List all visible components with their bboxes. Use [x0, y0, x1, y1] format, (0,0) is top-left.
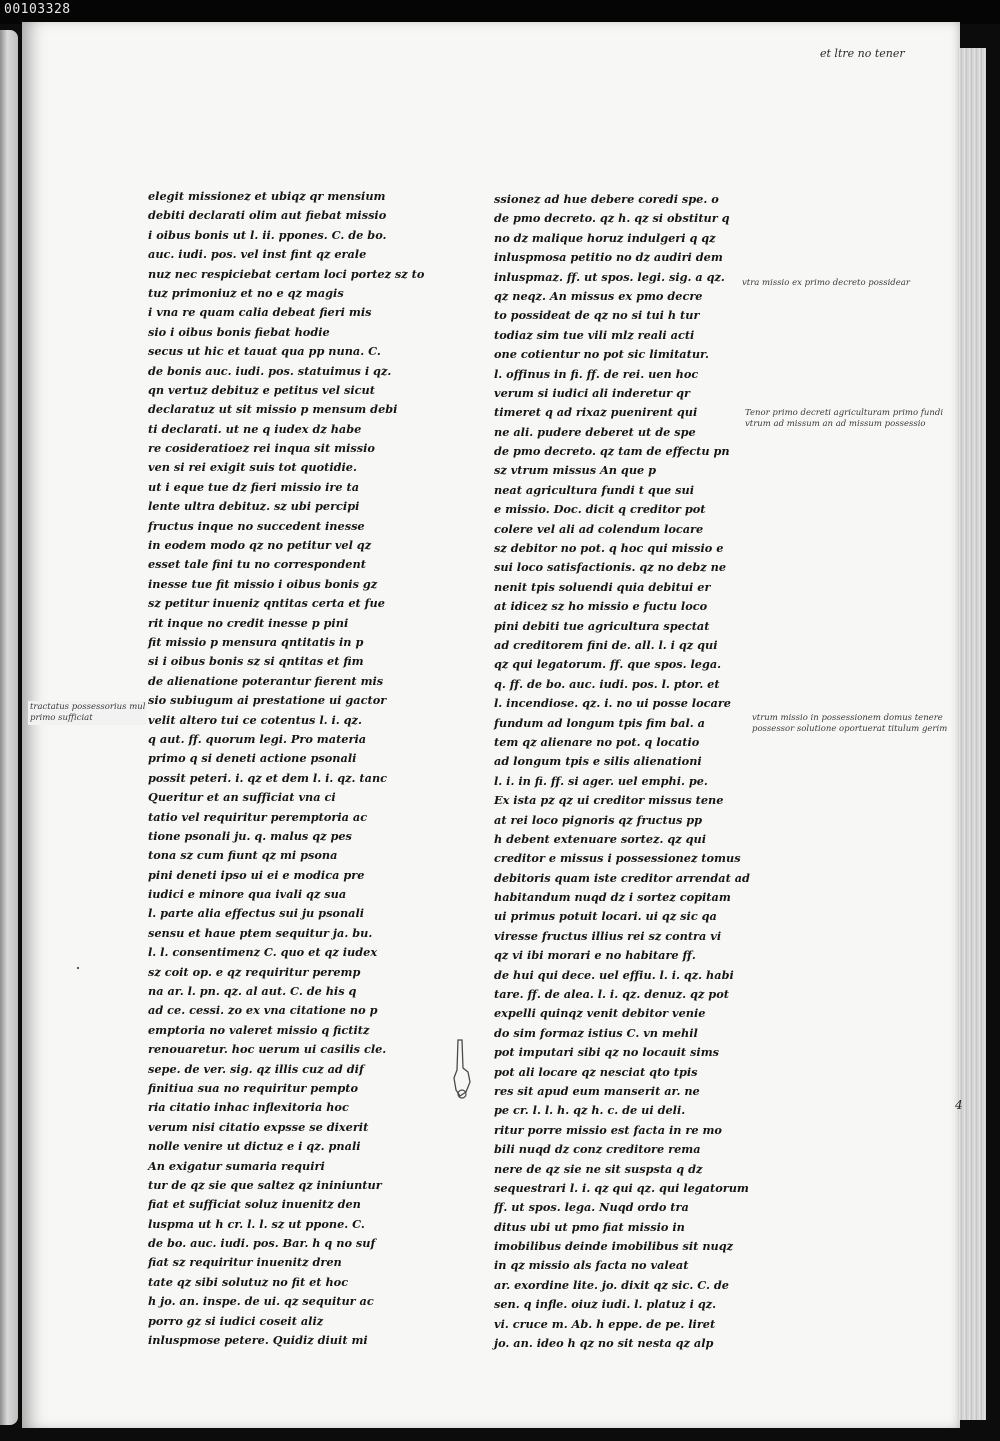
right-column-line: habitandum nuqd dz i sortez copitam: [494, 890, 731, 905]
left-column-line: lente ultra debituz. sz ubi percipi: [148, 499, 360, 514]
left-column-line: verum nisi citatio expsse se dixerit: [148, 1119, 369, 1134]
left-column-line: re cosideratioez rei inqua sit missio: [148, 441, 375, 456]
left-column-line: elegit missionez et ubiqz qr mensium: [148, 189, 386, 203]
left-column-line: na ar. l. pn. qz. al aut. C. de his q: [148, 984, 357, 999]
right-column-line: in qz missio als facta no valeat: [494, 1258, 689, 1273]
left-column-line: fiat et sufficiat soluz inuenitz den: [148, 1197, 361, 1212]
left-column-line: inluspmose petere. Quidiz diuit mi: [148, 1333, 368, 1348]
right-column-line: qz vi ibi morari e no habitare ff.: [494, 948, 696, 963]
right-column-line: verum si iudici ali inderetur qr: [494, 385, 690, 400]
margin-note-left: [28, 701, 147, 725]
right-text-column: [494, 190, 750, 1353]
left-column-line: i vna re quam calia debeat fieri mis: [148, 305, 372, 320]
right-column-line: nenit tpis soluendi quia debitui er: [494, 579, 711, 594]
right-column-line: l. i. in fi. ff. si ager. uel emphi. pe.: [494, 773, 708, 788]
left-column-line: tuz primoniuz et no e qz magis: [148, 285, 344, 300]
left-column-line: possit peteri. i. qz et dem l. i. qz. tanc: [148, 770, 388, 785]
left-column-line: emptoria no valeret missio q fictitz: [148, 1022, 370, 1037]
right-column-line: jo. an. ideo h qz no sit nesta qz alp: [494, 1336, 714, 1351]
left-column-line: ut i eque tue dz fieri missio ire ta: [148, 479, 360, 494]
right-column-line: bili nuqd dz conz creditore rema: [494, 1142, 701, 1157]
right-column-line: pe cr. l. l. h. qz h. c. de ui deli.: [494, 1103, 686, 1118]
right-column-line: q. ff. de bo. auc. iudi. pos. l. ptor. et: [494, 676, 720, 691]
shelfmark-number: 00103328: [4, 2, 71, 17]
right-column-line: tem qz alienare no pot. q locatio: [494, 734, 700, 749]
right-column-line: e missio. Doc. dicit q creditor pot: [494, 502, 706, 517]
right-column-line: sui loco satisfactionis. qz no debz ne: [494, 560, 727, 575]
right-column-line: nere de qz sie ne sit suspsta q dz: [494, 1161, 703, 1176]
left-column-line: sz coit op. e qz requiritur peremp: [148, 964, 361, 979]
right-column-line: to possideat de qz no si tui h tur: [494, 308, 700, 323]
left-column-line: sio i oibus bonis fiebat hodie: [148, 324, 330, 339]
right-column-line: l. incendiose. qz. i. no ui posse locare: [494, 696, 731, 711]
right-column-line: sz debitor no pot. q hoc qui missio e: [494, 541, 724, 556]
left-column-line: h jo. an. inspe. de ui. qz sequitur ac: [148, 1294, 374, 1309]
margin-note-left-line-1: tractatus possessorius mul: [30, 702, 146, 712]
folio-mark: 4: [955, 1098, 963, 1112]
right-column-line: no dz malique horuz indulgeri q qz: [494, 230, 716, 245]
right-column-line: fundum ad longum tpis fim bal. a: [494, 715, 705, 730]
right-column-line: qz qui legatorum. ff. que spos. lega.: [494, 657, 722, 672]
margin-note-right-3-line-1: vtrum missio in possessionem domus tenere: [752, 713, 943, 723]
right-column-line: sz vtrum missus An que p: [494, 463, 657, 478]
left-column-line: primo q si deneti actione psonali: [148, 751, 357, 766]
left-column-line: fructus inque no succedent inesse: [148, 518, 365, 533]
right-column-line: viresse fructus illius rei sz contra vi: [494, 928, 722, 943]
right-column-line: todiaz sim tue vili mlz reali acti: [494, 327, 695, 342]
left-column-line: tione psonali ju. q. malus qz pes: [148, 828, 352, 843]
right-column-line: ditus ubi ut pmo fiat missio in: [494, 1219, 685, 1234]
left-column-line: sio subiugum ai prestatione ui gactor: [148, 693, 387, 708]
right-column-line: ad creditorem fini de. all. l. i qz qui: [494, 637, 718, 652]
left-column-line: finitiua sua no requiritur pempto: [148, 1080, 358, 1095]
left-column-line: l. l. consentimenz C. quo et qz iudex: [148, 945, 378, 960]
left-column-line: de bo. auc. iudi. pos. Bar. h q no suf: [148, 1236, 376, 1251]
left-column-line: ti declarati. ut ne q iudex dz habe: [148, 421, 362, 436]
left-column-line: An exigatur sumaria requiri: [148, 1158, 325, 1173]
right-column-line: de pmo decreto. qz h. qz si obstitur q: [494, 211, 730, 226]
right-column-line: expelli quinqz venit debitor venie: [494, 1006, 706, 1021]
left-column-line: sz petitur inueniz qntitas certa et fue: [148, 596, 385, 611]
left-column-line: declaratuz ut sit missio p mensum debi: [148, 402, 398, 417]
right-column-line: neat agricultura fundi t que sui: [494, 482, 695, 497]
left-column-line: esset tale fini tu no correspondent: [148, 557, 366, 572]
left-column-line: tur de qz sie que saltez qz ininiuntur: [148, 1177, 382, 1192]
right-column-line: de hui qui dece. uel effiu. l. i. qz. habi: [494, 967, 734, 982]
margin-note-right-2: [745, 408, 943, 430]
right-column-line: ad longum tpis e silis alienationi: [494, 754, 702, 769]
previous-leaf-edge: [0, 30, 18, 1425]
right-column-line: ritur porre missio est facta in re mo: [494, 1122, 722, 1137]
right-column-line: timeret q ad rixaz puenirent qui: [494, 405, 698, 420]
margin-note-right-3-line-2: possessor solutione oportuerat titulum gerim: [752, 724, 948, 734]
right-column-line: vi. cruce m. Ab. h eppe. de pe. liret: [494, 1316, 716, 1331]
left-column-line: sepe. de ver. sig. qz illis cuz ad dif: [148, 1061, 364, 1076]
right-column-line: Ex ista pz qz ui creditor missus tene: [494, 793, 724, 808]
right-column-line: imobilibus deinde imobilibus sit nuqz: [494, 1239, 734, 1254]
left-column-line: nolle venire ut dictuz e i qz. pnali: [148, 1139, 361, 1154]
left-column-line: tona sz cum fiunt qz mi psona: [148, 848, 338, 863]
manicule-icon: [448, 1038, 478, 1100]
left-column-line: auc. iudi. pos. vel inst fint qz erale: [148, 247, 367, 262]
left-column-line: velit altero tui ce cotentus l. i. qz.: [148, 712, 362, 727]
right-column-line: h debent extenuare sortez. qz qui: [494, 831, 707, 846]
left-column-line: fit missio p mensura qntitatis in p: [148, 634, 364, 649]
left-column-line: debiti declarati olim aut fiebat missio: [148, 208, 387, 223]
page-block-edge: [958, 48, 986, 1420]
left-column-line: nuz nec respiciebat certam loci portez sz to: [148, 266, 425, 281]
right-column-line: pini debiti tue agricultura spectat: [494, 618, 710, 633]
left-column-line: ad ce. cessi. zo ex vna citatione no p: [148, 1003, 378, 1018]
right-column-line: inluspmaz. ff. ut spos. legi. sig. a qz.: [494, 269, 725, 284]
left-column-line: qn vertuz debituz e petitus vel sicut: [148, 382, 375, 397]
left-column-line: iudici e minore qua ivali qz sua: [148, 887, 347, 902]
left-column-line: pini deneti ipso ui ei e modica pre: [148, 867, 365, 882]
left-column-line: luspma ut h cr. l. l. sz ut ppone. C.: [148, 1216, 365, 1231]
margin-note-left-line-2: primo sufficiat: [30, 713, 93, 723]
left-column-line: sensu et haue ptem sequitur ja. bu.: [148, 925, 373, 940]
right-column-line: de pmo decreto. qz tam de effectu pn: [494, 444, 730, 459]
margin-note-right-2-line-2: vtrum ad missum an ad missum possessio: [745, 419, 926, 429]
right-column-line: creditor e missus i possessionez tomus: [494, 851, 741, 866]
left-column-line: de alienatione poterantur fierent mis: [148, 673, 384, 688]
left-column-line: de bonis auc. iudi. pos. statuimus i qz.: [148, 363, 392, 378]
left-column-line: i oibus bonis ut l. ii. ppones. C. de bo.: [148, 227, 387, 242]
left-column-line: inesse tue fit missio i oibus bonis gz: [148, 576, 378, 591]
margin-note-top: et ltre no tener: [820, 47, 905, 60]
right-column-line: tare. ff. de alea. l. i. qz. denuz. qz pot: [494, 987, 729, 1002]
right-column-line: ff. ut spos. lega. Nuqd ordo tra: [494, 1200, 689, 1215]
left-column-line: tatio vel requiritur peremptoria ac: [148, 809, 368, 824]
right-column-line: ar. exordine lite. jo. dixit qz sic. C. de: [494, 1277, 729, 1292]
left-column-line: renouaretur. hoc uerum ui casilis cle.: [148, 1042, 387, 1057]
right-column-line: debitoris quam iste creditor arrendat ad: [494, 870, 750, 885]
left-column-line: tate qz sibi solutuz no fit et hoc: [148, 1274, 349, 1289]
left-column-line: q aut. ff. quorum legi. Pro materia: [148, 731, 367, 746]
scan-header-strip: [0, 0, 1000, 24]
right-column-line: qz neqz. An missus ex pmo decre: [494, 288, 703, 303]
left-column-line: ven si rei exigit suis tot quotidie.: [148, 460, 357, 475]
right-column-line: ne ali. pudere deberet ut de spe: [494, 424, 696, 439]
left-column-line: in eodem modo qz no petitur vel qz: [148, 538, 372, 553]
right-column-line: res sit apud eum manserit ar. ne: [494, 1083, 700, 1098]
right-column-line: colere vel ali ad colendum locare: [494, 521, 704, 536]
left-column-line: si i oibus bonis sz si qntitas et fim: [148, 654, 364, 669]
right-column-line: sequestrari l. i. qz qui qz. qui legatorum: [494, 1180, 749, 1195]
left-column-line: porro gz si iudici coseit aliz: [148, 1313, 324, 1328]
right-column-line: inluspmosa petitio no dz audiri dem: [494, 250, 723, 265]
left-column-line: l. parte alia effectus sui ju psonali: [148, 906, 365, 921]
left-text-column: [148, 187, 425, 1350]
right-column-line: at idicez sz ho missio e fuctu loco: [494, 599, 708, 614]
right-column-line: one cotientur no pot sic limitatur.: [494, 347, 709, 362]
right-column-line: pot imputari sibi qz no locauit sims: [494, 1045, 720, 1060]
left-column-line: Queritur et an sufficiat vna ci: [148, 790, 336, 805]
left-column-line: rit inque no credit inesse p pini: [148, 615, 349, 630]
left-column-line: ria citatio inhac inflexitoria hoc: [148, 1100, 349, 1115]
right-column-line: pot ali locare qz nesciat qto tpis: [494, 1064, 698, 1079]
right-column-line: sen. q infle. oiuz iudi. l. platuz i qz.: [494, 1297, 717, 1312]
margin-note-right-3: [752, 713, 947, 735]
ink-dot: [77, 967, 79, 969]
left-column-line: fiat sz requiritur inuenitz dren: [148, 1255, 342, 1270]
left-column-line: secus ut hic et tauat qua pp nuna. C.: [148, 344, 381, 359]
right-column-line: ssionez ad hue debere coredi spe. o: [494, 192, 719, 206]
right-column-line: do sim formaz istius C. vn mehil: [494, 1025, 698, 1040]
right-column-line: l. offinus in fi. ff. de rei. uen hoc: [494, 366, 699, 381]
right-column-line: at rei loco pignoris qz fructus pp: [494, 812, 703, 827]
right-column-line: ui primus potuit locari. ui qz sic qa: [494, 909, 717, 924]
margin-note-right-2-line-1: Tenor primo decreti agriculturam primo fundi: [745, 408, 944, 418]
margin-note-right-1: vtra missio ex primo decreto possidear: [742, 278, 910, 288]
